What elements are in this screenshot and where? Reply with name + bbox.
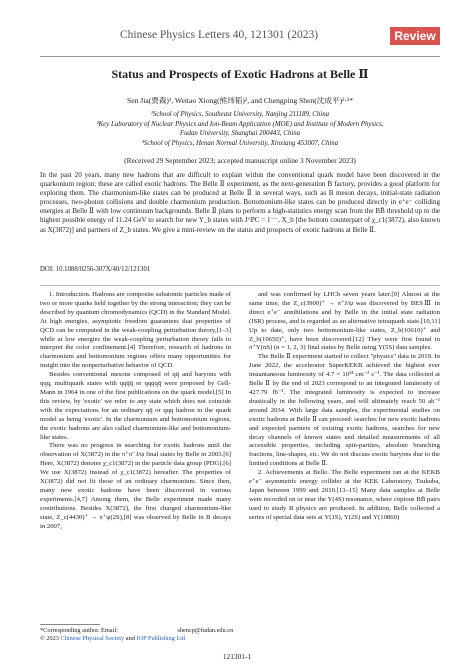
- affiliation-3: ³School of Physics, Henan Normal University, Xinxiang 453007, China: [141, 139, 339, 147]
- paper-title: Status and Prospects of Exotic Hadrons at Belle Ⅱ: [111, 67, 369, 81]
- paragraph: There was no progress in searching for exotic hadrons until the observation of X(3872) in the π⁺π⁻J/ψ final states by Belle in 2003.[6] Here, X(3872) denotes χ_c1(3872) in the particle data group (PDG).[6] We use X(3872) instead of χ_c1(3872) hereafter. The properties of X(3872) did not fit those of an ordinary charmonium. Since then, many new exotic hadrons have been discovered in various experiments.[4,7] Among them, the Belle experiment made many contributions. Besides X(3872), the first charged charmonium-like state, Z_c(4430)⁺ → π⁺ψ(2S),[8] was observed by Belle in B decays in 2007,: [40, 442, 231, 530]
- paragraph: 1. Introduction. Hadrons are composite subatomic particles made of two or more quarks held together by the strong interaction; they can be described by quantum chromodynamics (QCD) in the Standard Model. At high energies, asymptotic freedom guarantees that properties of QCD can be computed in the weak-coupling perturbation theory,[1–3] while at low energies the weak-coupling perturbation theory fails to interpret the color confinement.[4] Therefore, research of hadrons in charmonium and bottomonium regions offers many opportunities for insight into the nonperturbative behavior of QCD.: [40, 291, 231, 370]
- email-link[interactable]: shencp@fudan.edu.cn: [177, 627, 234, 634]
- paragraph: The Belle Ⅱ experiment started to collect "physics" data in 2019. In June 2022, the accelerator SuperKEKB achieved the highest ever instantaneous luminosity of 4.7 × 10³⁴ cm⁻² s⁻¹. The data collected at Belle Ⅱ by the end of 2023 correspond to an integrated luminosity of 427.79 fb⁻¹. The integrated luminosity is expected to increase drastically in the following years, and will ultimately reach 50 ab⁻¹ around 2034. With large data samples, the experimental studies on exotic hadrons at Belle Ⅱ can proceed: searches for new exotic hadrons and expected partners of existing exotic hadrons, searches for new decay channels of known states and detailed measurements of all accessible properties, including spin-parities, absolute branching fractions, line-shapes, etc. We do not discuss exotic baryons due to the limited conditions at Belle Ⅱ.: [249, 353, 440, 468]
- affiliation-1: ¹School of Physics, Southeast University, Nanjing 211189, China: [150, 111, 330, 118]
- journal-header: [0, 27, 474, 45]
- copyright-prefix: © 2023: [40, 635, 59, 642]
- paragraph: Besides conventional mesons composed of qq̄ and baryons with qqq, multiquark states with qqq̄q̄ or qqqqq̄ were proposed by Gell-Mann in 1964 in one of the first publications on the quark model.[5] In this review, by 'exotic' we refer to any state which does not coincide with the expectations for an ordinary qq̄ or qqq hadron in the quark model as being 'exotic'. In the charmonium and bottomonium regions, the exotic hadrons are also called charmonium-like and bottomonium-like states.: [40, 371, 231, 441]
- journal-citation: Chinese Physics Letters 40, 121301 (2023): [120, 29, 319, 41]
- publisher-link[interactable]: IOP Publishing Ltd: [136, 635, 186, 642]
- footnotes: [40, 627, 340, 643]
- paragraph: and was confirmed by LHCb seven years later.[9] Almost at the same time, the Z_c(3900)⁺ → π⁺J/ψ was discovered by BESⅢ in direct e⁺e⁻ annihilations and by Belle in the initial state radiation (ISR) process, and is regarded as an alternative tetraquark state.[10,11] Up to date, only two bottomonium-like states, Z_b(10610)⁺ and Z_b(10650)⁺, have been discovered.[12] They were first found in π⁺Υ(nS) (n = 1, 2, 3) final states by Belle using Υ(5S) data samples.: [249, 291, 440, 352]
- right-column: [249, 291, 440, 611]
- affiliation-2: ²Key Laboratory of Nuclear Physics and Ion-Beam Application (MOE) and Institute of Modern Physics,: [96, 120, 384, 128]
- header-divider: [40, 56, 440, 57]
- and-text: and: [125, 635, 135, 642]
- affiliation-2-cont: Fudan University, Shanghai 200443, China: [179, 130, 301, 138]
- page-number: 121301-1: [222, 652, 252, 661]
- footnote-divider: [40, 624, 100, 625]
- paragraph: 2. Achievements at Belle. The Belle experiment ran at the KEKB e⁺e⁻ asymmetric energy collider at the KEK Laboratory, Tsukuba, Japan between 1999 and 2010.[13–15] Many data samples at Belle were recorded on or near the Υ(4S) resonance, where copious BB̄ pairs used to study B physics are produced. In addition, Belle collected a series of special data sets at Υ(1S), Υ(2S) and Υ(10860): [249, 469, 440, 521]
- corresponding-author: [40, 627, 340, 635]
- received-dates: (Received 29 September 2023; accepted manuscript online 3 November 2023): [124, 156, 356, 165]
- left-column: [40, 291, 231, 601]
- doi[interactable]: DOI: 10.1088/0256-307X/40/12/121301: [40, 266, 151, 273]
- society-link[interactable]: Chinese Physical Society: [60, 635, 125, 642]
- corresponding-label: *Corresponding author. Email:: [40, 627, 118, 634]
- affiliations: [50, 110, 430, 148]
- abstract: In the past 20 years, many new hadrons that are difficult to explain within the conventional quark model have been discovered in the quarkonium region; these are called exotic hadrons. The Belle Ⅱ experiment, as the next-generation B factory, provides a good platform for exploring them. The charmonium-like states can be produced at Belle Ⅱ in several ways, such as B meson decays, initial-state radiation processes, two-photon collisions and double charmonium production. Bottomonium-like states can be produced directly in e⁺e⁻ colliding energies at Belle Ⅱ with low continuum backgrounds. Belle Ⅱ plans to perform a high-statistics energy scan from the BB̄ threshold up to the highest possible energy of 11.24 GeV to search for new Y_b states with J^PC = 1⁻⁻, X_b [the bottom counterpart of χ_c1(3872), also known as X(3872)] and partners of Z_b states. We give a mini-review on the status and prospects of exotic hadrons at Belle Ⅱ.: [40, 171, 440, 234]
- copyright: [40, 635, 340, 643]
- author-list: Sen Jia(贾森)¹, Weitao Xiong(熊玮韬)², and Chengping Shen(沈成平)²·³*: [126, 96, 353, 105]
- review-badge: Review: [390, 27, 440, 45]
- abstract-divider: [40, 285, 440, 286]
